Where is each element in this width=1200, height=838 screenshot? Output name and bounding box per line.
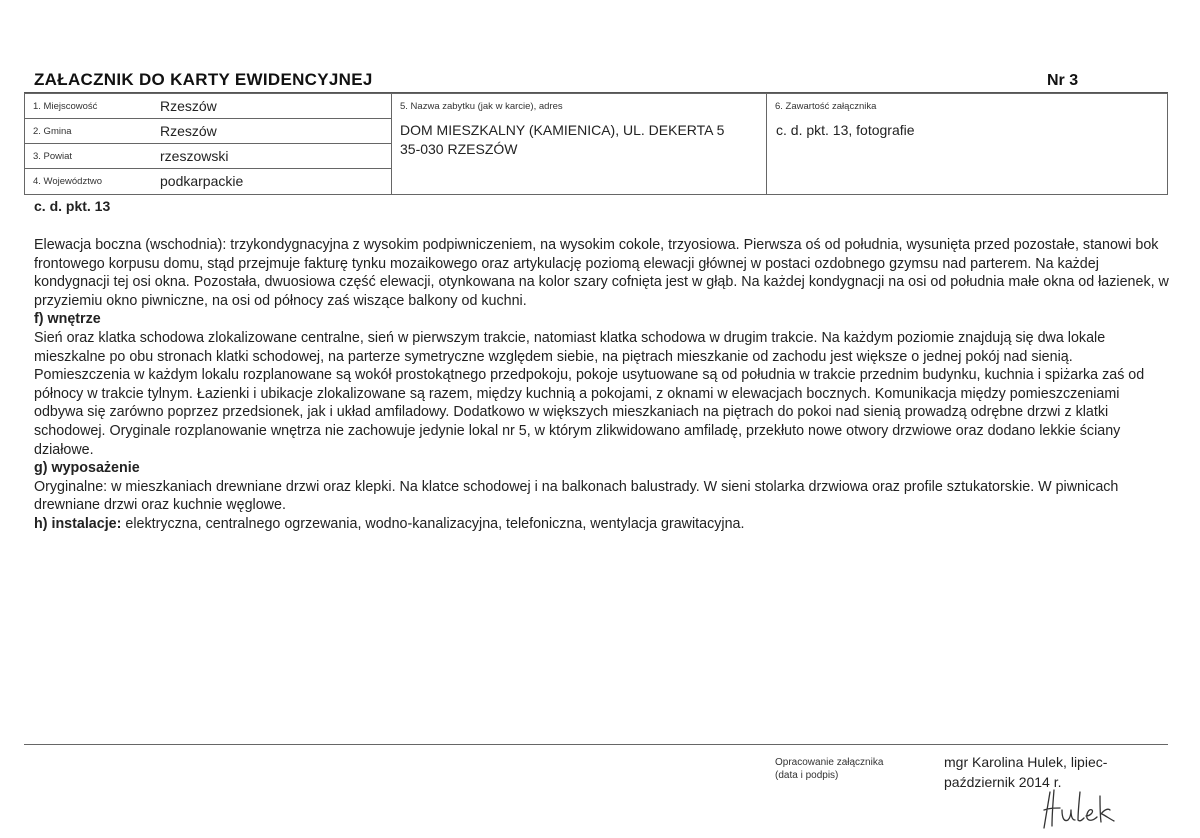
monument-postal-address: 35-030 RZESZÓW	[400, 141, 518, 157]
description-body	[34, 236, 1172, 534]
location-value: Rzeszów	[160, 98, 217, 114]
attachment-number: Nr 3	[1047, 72, 1079, 89]
elevation-paragraph: Elewacja boczna (wschodnia): trzykondygnacyjna z wysokim podpiwniczeniem, na wysokim cokole, trzyosiowa. Pierwsza oś od południa, wysunięta przed pozostałe, stanowi bok frontowego korpusu domu, stąd przejmuje fakturę tynku mozaikowego oraz artykulację poziomą elewacji głównej w postaci ozdobnego gzymsu nad parterem. Na każdej kondygnacji tej osi okna. Pozostała, dwuosiowa część elewacji, otynkowana na kolor szary cofnięta jest w głąb. Na każdej kondygnacji na osi od południa małe okna od łazienek, w przyziemiu okno piwniczne, na osi od północy zaś wiszące balkony od kuchni.	[34, 237, 1169, 309]
monument-column	[392, 94, 767, 194]
author-and-date: mgr Karolina Hulek, lipiec-październik 2014 r.	[944, 754, 1108, 790]
location-row	[25, 94, 391, 119]
location-label: 3. Powiat	[33, 151, 73, 162]
handwritten-signature	[1040, 786, 1130, 832]
location-value: podkarpackie	[160, 173, 244, 189]
location-row	[25, 119, 391, 144]
prepared-by-label-line: Opracowanie załącznika	[775, 757, 884, 768]
contents-column	[767, 94, 1167, 194]
installations-text: elektryczna, centralnego ogrzewania, wodno-kanalizacyjna, telefoniczna, wentylacja grawitacyjna.	[121, 515, 745, 532]
installations-heading: h) instalacje:	[34, 515, 122, 532]
installations-paragraph	[34, 515, 1172, 534]
location-label: 1. Miejscowość	[33, 101, 98, 112]
location-row	[25, 144, 391, 169]
monument-name: DOM MIESZKALNY (KAMIENICA), UL. DEKERTA 5	[400, 122, 725, 138]
prepared-by-label-note: (data i podpis)	[775, 770, 839, 781]
equipment-heading: g) wyposażenie	[34, 460, 140, 477]
location-value: Rzeszów	[160, 123, 217, 139]
location-label: 4. Województwo	[33, 176, 102, 187]
location-row	[25, 169, 391, 194]
footer-rule	[24, 744, 1168, 745]
interior-heading: f) wnętrze	[34, 311, 101, 328]
interior-paragraph: Sień oraz klatka schodowa zlokalizowane centralne, sień w pierwszym trakcie, natomiast klatka schodowa w drugim trakcie. Na każdym poziomie znajdują się dwa lokale mieszkalne po obu stronach klatki schodowej, na parterze symetryczne względem siebie, na piętrach mieszkanie od zachodu jest większe o jednej pokój nad sienią. Pomieszczenia w każdym lokalu rozplanowane są wokół prostokątnego przedpokoju, pokoje usytuowane są od południa w trakcie przednim budynku, kuchnia i spiżarka zaś od północy w trakcie tylnym. Łazienki i ubikacje zlokalizowane są razem, między kuchnią a pokojami, z oknami w elewacjach bocznych. Komunikacja między pomieszczeniami odbywa się zarówno poprzez przedsionek, jak i układ amfiladowy. Dodatkowo w większych mieszkaniach na piętrach do pokoi nad sienią prowadzą odrębne drzwi z klatki schodowej. Oryginale rozplanowanie wnętrza nie zachowuje jedynie lokal nr 5, w którym zlikwidowano amfiladę, przekłuto nowe otwory drzwiowe oraz dodano lekkie ściany działowe.	[34, 329, 1145, 458]
location-column	[25, 94, 392, 194]
location-value: rzeszowski	[160, 148, 229, 164]
contents-value: c. d. pkt. 13, fotografie	[776, 122, 915, 138]
contents-label: 6. Zawartość załącznika	[775, 101, 877, 112]
section-label: c. d. pkt. 13	[34, 198, 111, 214]
equipment-paragraph: Oryginalne: w mieszkaniach drewniane drzwi oraz klepki. Na klatce schodowej i na balkonach balustrady. W sieni stolarka drzwiowa oraz profile sztukatorskie. W piwnicach drewniane drzwi oraz kuchnie węglowe.	[34, 478, 1119, 514]
prepared-by-label	[775, 756, 883, 782]
monument-label: 5. Nazwa zabytku (jak w karcie), adres	[400, 101, 563, 112]
info-table	[24, 93, 1168, 195]
location-label: 2. Gmina	[33, 126, 72, 137]
document-title: ZAŁACZNIK DO KARTY EWIDENCYJNEJ	[34, 70, 373, 89]
